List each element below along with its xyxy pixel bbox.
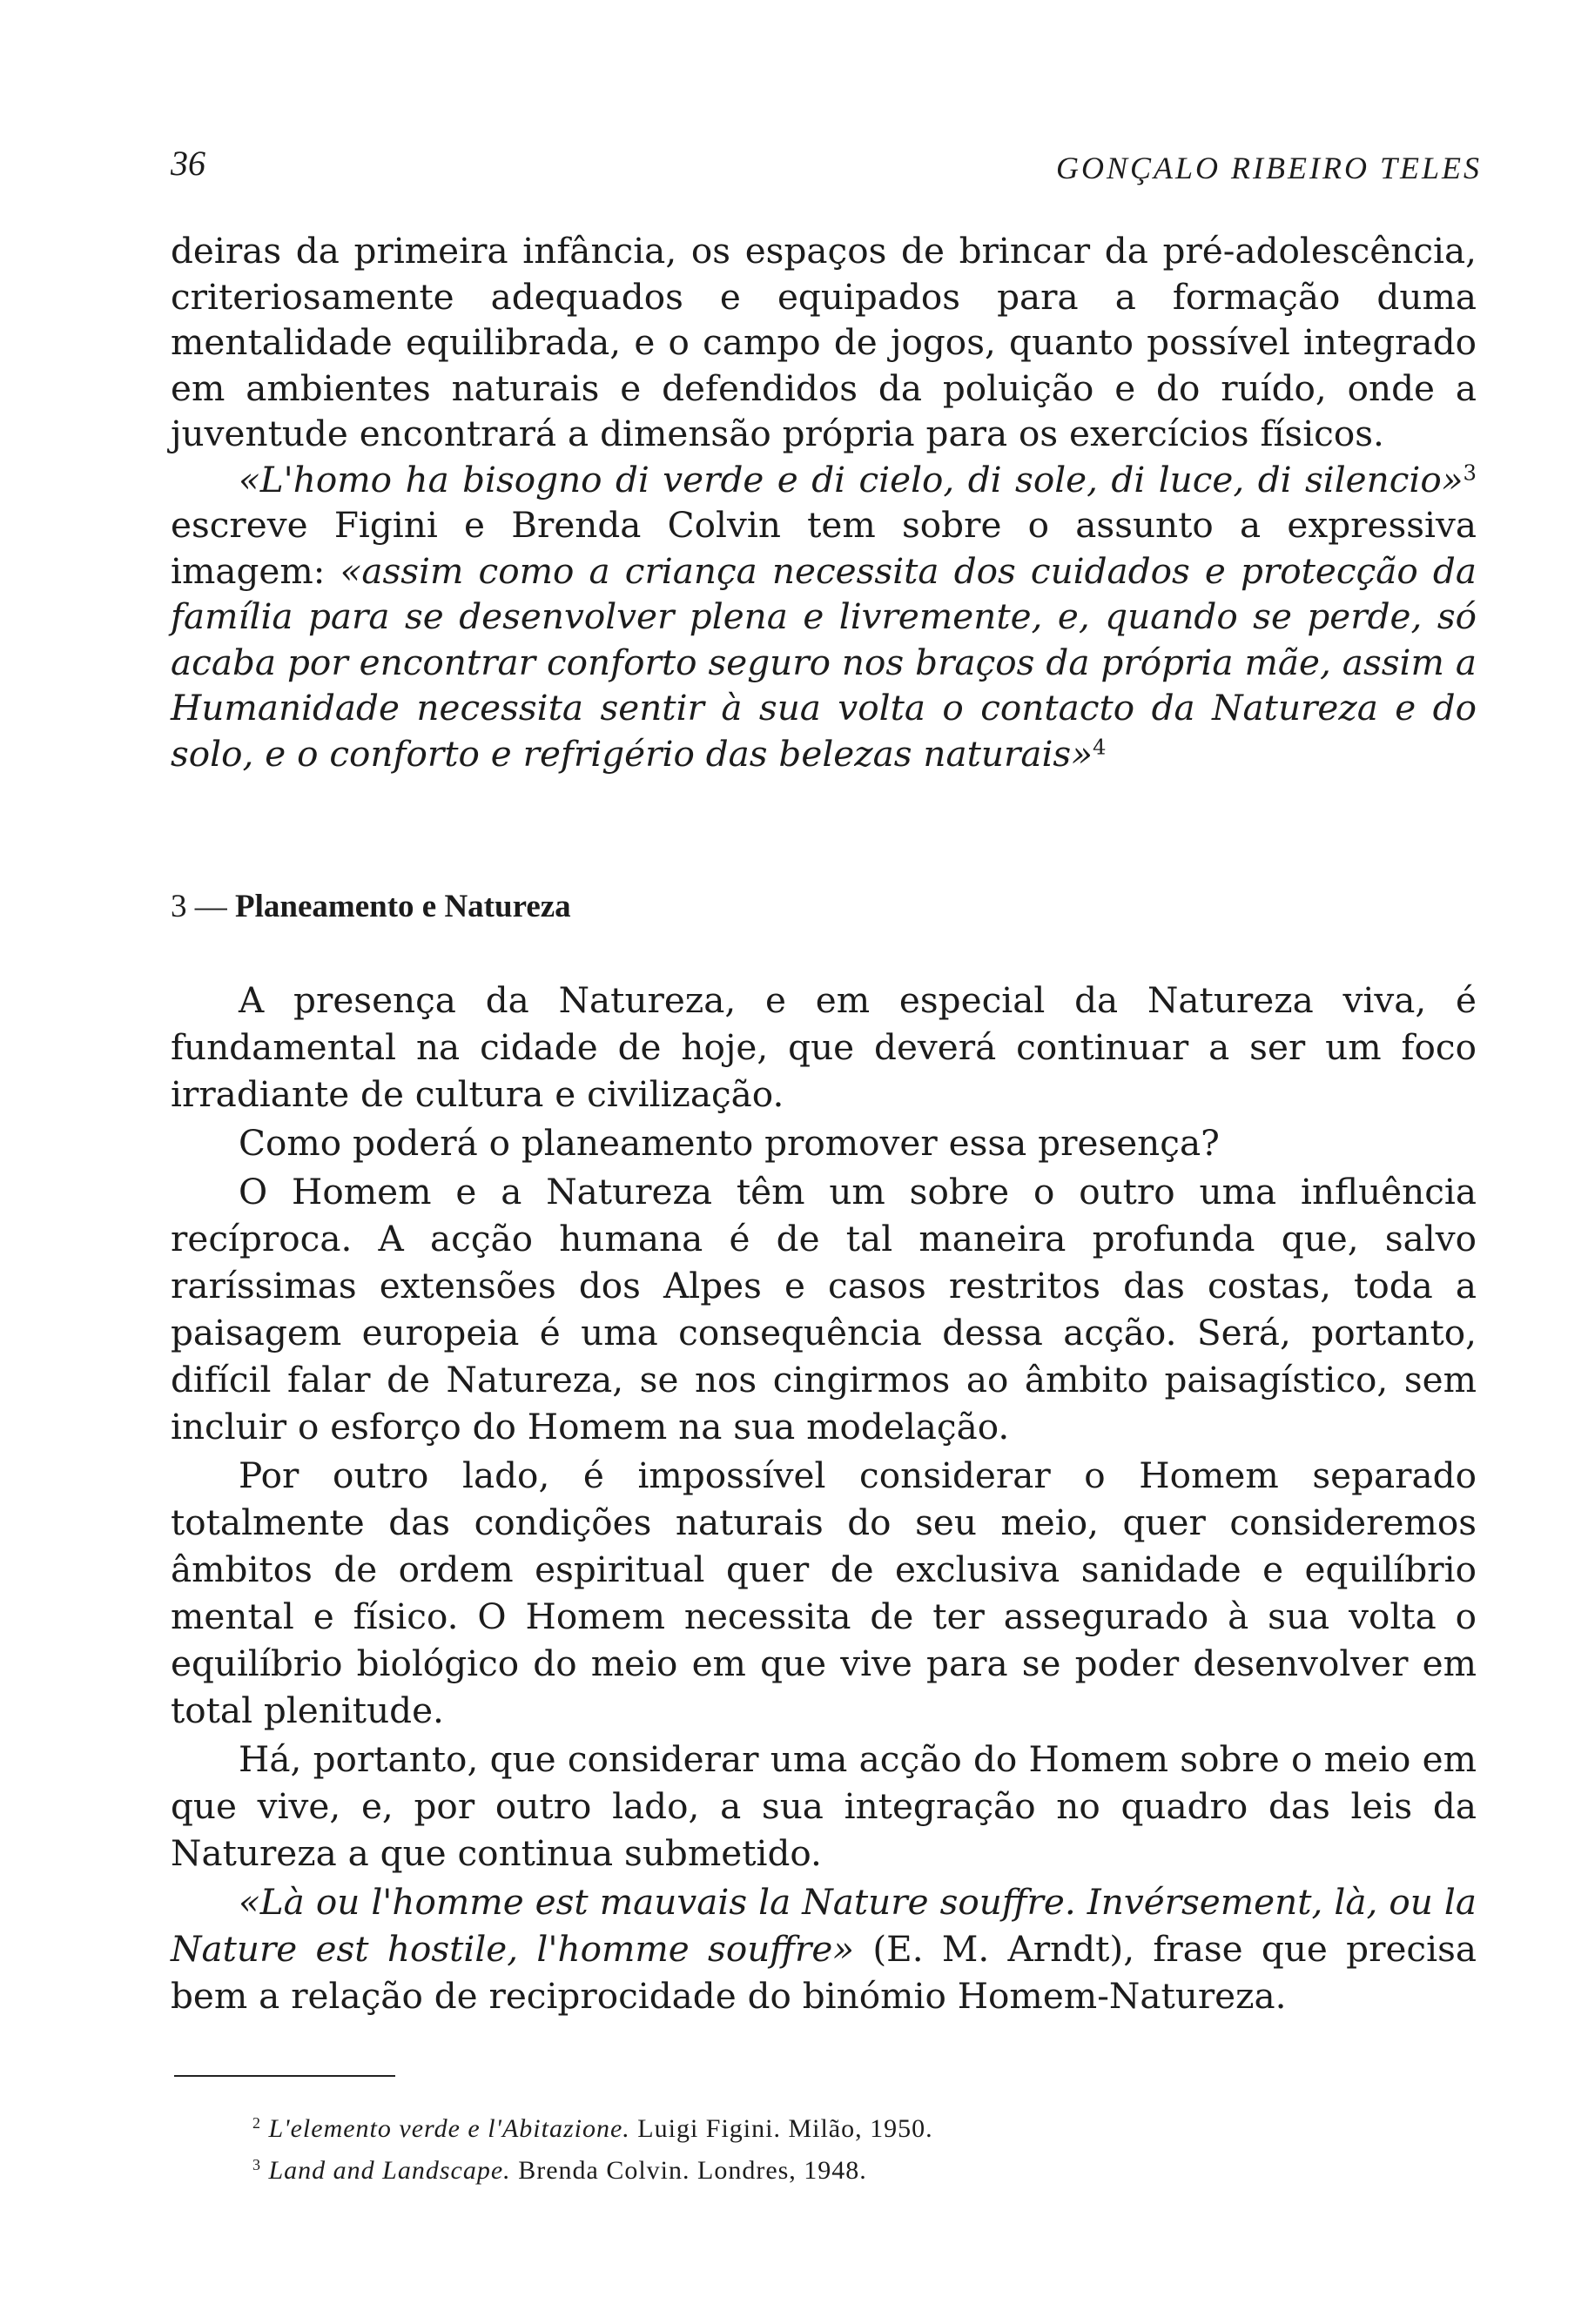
quote-arndt: «Là ou l'homme est mauvais la Nature souffre. Invérsement, là, ou la Nature est hostile, l'homme souffre» — [171, 1881, 1477, 1970]
footnote-marker: 3 — [252, 2156, 261, 2174]
paragraph-quote-arndt — [171, 1878, 1477, 2019]
text-block-continuation — [171, 228, 1477, 776]
footnote-title: Land and Landscape. — [268, 2156, 511, 2185]
paragraph-quotes — [171, 457, 1477, 777]
quote-colvin: «assim como a criança necessita dos cuidados e protecção da família para se desenvolver plena e livremente, e, quando se perde, só acaba por encontrar conforto seguro nos braços da própria mãe, assim a Humanidade necessita sentir à sua volta o contacto da Natureza e do solo, e o conforto e refrigério das belezas naturais» — [171, 549, 1477, 775]
footnote — [252, 2150, 933, 2192]
footnote-title: L'elemento verde e l'Abitazione. — [268, 2114, 630, 2143]
footnote-details: Brenda Colvin. Londres, 1948. — [510, 2156, 867, 2185]
paragraph: Há, portanto, que considerar uma acção do Homem sobre o meio em que vive, e, por outro lado, a sua integração no quadro das leis da Natureza a que continua submetido. — [171, 1738, 1477, 1874]
footnote-details: Luigi Figini. Milão, 1950. — [629, 2114, 933, 2143]
section-number: 3 — — [171, 889, 235, 924]
quote-italian: «L'homo ha bisogno di verde e di cielo, di sole, di luce, di silencio» — [239, 458, 1464, 500]
footnote-separator — [174, 2075, 395, 2077]
paragraph: Por outro lado, é impossível considerar o Homem separado totalmente das condições naturais do seu meio, quer consideremos âmbitos de ordem espiritual quer de exclusiva sanidade e equilíbrio mental e físico. O Homem necessita de ter assegurado à sua volta o equilíbrio biológico do meio em que vive para se poder desenvolver em total plenitude. — [171, 1454, 1477, 1731]
text-block-section — [171, 977, 1477, 2019]
footnotes — [252, 2108, 933, 2192]
paragraph-text: (E. M. Arndt), frase que precisa bem a relação de reciprocidade do binómio Homem-Natureza. — [171, 1928, 1477, 2017]
footnote — [252, 2108, 933, 2150]
footnote-marker: 2 — [252, 2114, 261, 2133]
paragraph: deiras da primeira infância, os espaços de brincar da pré-adolescência, criteriosamente adequados e equipados para a formação duma mentalidade equilibrada, e o campo de jogos, quanto possível integrado em ambientes naturais e defendidos da poluição e do ruído, onde a juventude encontrará a dimensão própria para os exercícios físicos. — [171, 230, 1477, 454]
paragraph: Como poderá o planeamento promover essa presença? — [239, 1122, 1220, 1164]
paragraph: A presença da Natureza, e em especial da Natureza viva, é fundamental na cidade de hoje, que deverá continuar a ser um foco irradiante de cultura e civilização. — [171, 979, 1477, 1115]
paragraph-text: escreve Figini e Brenda Colvin tem sobre o assunto a expressiva imagem: — [171, 504, 1477, 592]
section-heading — [171, 888, 571, 925]
page-number: 36 — [171, 144, 205, 183]
footnote-ref: 3 — [1463, 460, 1477, 486]
running-head: GONÇALO RIBEIRO TELES — [1056, 151, 1482, 185]
section-title: Planeamento e Natureza — [235, 889, 571, 924]
footnote-ref: 4 — [1093, 734, 1107, 760]
paragraph: O Homem e a Natureza têm um sobre o outro uma influência recíproca. A acção humana é de tal maneira profunda que, salvo raríssimas extensões dos Alpes e casos restritos das costas, toda a paisagem europeia é uma consequência dessa acção. Será, portanto, difícil falar de Natureza, se nos cingirmos ao âmbito paisagístico, sem incluir o esforço do Homem na sua modelação. — [171, 1171, 1477, 1447]
page-header — [171, 143, 1482, 186]
